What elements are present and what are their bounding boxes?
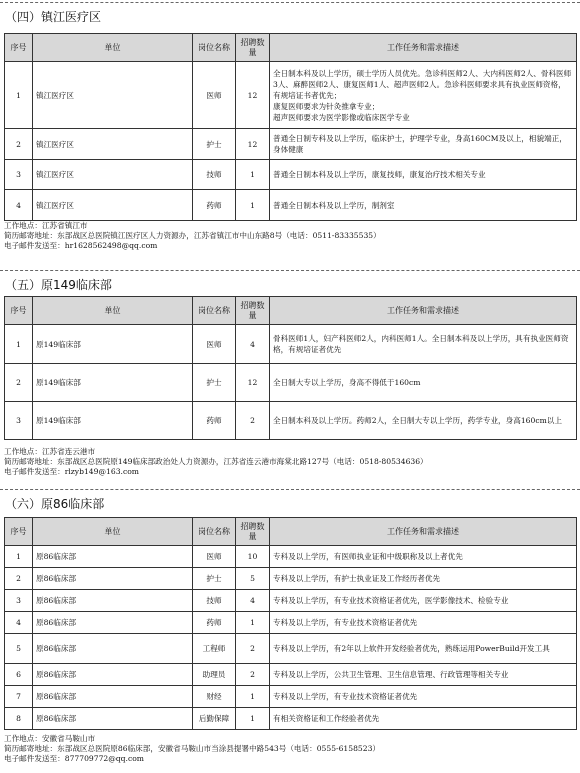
unit-cell: 原86临床部 — [33, 708, 193, 730]
unit-cell: 镇江医疗区 — [33, 129, 193, 160]
row-number: 6 — [5, 664, 33, 686]
contact-info — [4, 221, 576, 251]
desc-cell — [270, 612, 577, 634]
post-cell: 护士 — [193, 568, 236, 590]
header-unit: 单位 — [33, 34, 193, 62]
desc-line: 康复医师要求为针灸推拿专业； — [273, 101, 380, 111]
table-row — [5, 402, 577, 440]
section-title: （五）原149临床部 — [5, 278, 112, 292]
post-cell: 助理员 — [193, 664, 236, 686]
post-cell: 护士 — [193, 129, 236, 160]
count-cell: 10 — [236, 546, 270, 568]
desc-line: 专科及以上学历，有2年以上软件开发经验者优先，熟练运用PowerBuild开发工具 — [273, 644, 550, 653]
count-cell: 5 — [236, 568, 270, 590]
contact-info — [4, 734, 576, 764]
section-title: （四）镇江医疗区 — [5, 10, 102, 24]
desc-cell — [270, 325, 577, 364]
desc-line: 专科及以上学历，有医师执业证和中级职称及以上者优先 — [273, 552, 463, 561]
row-number: 2 — [5, 364, 33, 402]
table-row — [5, 62, 577, 129]
row-number: 3 — [5, 402, 33, 440]
unit-cell: 原86临床部 — [33, 634, 193, 664]
header-unit: 单位 — [33, 518, 193, 546]
row-number: 1 — [5, 546, 33, 568]
mailing-address: 简历邮寄地址：东部战区总医院原149临床部政治处人力资源办，江苏省连云港市海棠北路127号（电话：0518-80534636） — [4, 457, 428, 467]
desc-cell — [270, 590, 577, 612]
desc-cell — [270, 62, 577, 129]
desc-cell — [270, 708, 577, 730]
table-row — [5, 708, 577, 730]
email-address: 电子邮件发送至：877709772@qq.com — [4, 754, 144, 764]
header-no: 序号 — [5, 34, 33, 62]
header-no: 序号 — [5, 297, 33, 325]
table-row — [5, 612, 577, 634]
count-cell: 12 — [236, 62, 270, 129]
count-cell: 4 — [236, 325, 270, 364]
count-cell: 12 — [236, 364, 270, 402]
header-count: 招聘数量 — [236, 297, 270, 325]
desc-line: 专科及以上学历，有专业技术资格证者优先 — [273, 692, 418, 701]
table-row — [5, 325, 577, 364]
count-cell: 2 — [236, 664, 270, 686]
header-desc: 工作任务和需求描述 — [270, 34, 577, 62]
mailing-address: 简历邮寄地址：东部战区总医院原86临床部，安徽省马鞍山市当涂县提署中路543号（电话：0555-6158523） — [4, 744, 381, 754]
row-number: 5 — [5, 634, 33, 664]
header-desc: 工作任务和需求描述 — [270, 297, 577, 325]
table-row — [5, 364, 577, 402]
desc-line: 专科及以上学历，有护士执业证及工作经历者优先 — [273, 574, 441, 583]
desc-cell — [270, 686, 577, 708]
unit-cell: 原149临床部 — [33, 402, 193, 440]
desc-line: 普通全日制专科及以上学历，临床护士，护理学专业，身高160CM及以上，相貌端正，身体健康 — [273, 134, 567, 154]
section-divider — [0, 489, 580, 490]
post-cell: 医师 — [193, 62, 236, 129]
post-cell: 护士 — [193, 364, 236, 402]
desc-line: 普通全日制本科及以上学历，康复技师，康复治疗技术相关专业 — [273, 170, 486, 179]
work-location: 工作地点：安徽省马鞍山市 — [4, 734, 96, 743]
count-cell: 2 — [236, 634, 270, 664]
unit-cell: 原86临床部 — [33, 590, 193, 612]
post-cell: 医师 — [193, 325, 236, 364]
count-cell: 1 — [236, 686, 270, 708]
row-number: 4 — [5, 190, 33, 221]
unit-cell: 原86临床部 — [33, 568, 193, 590]
table-row — [5, 160, 577, 190]
count-cell: 12 — [236, 129, 270, 160]
desc-cell — [270, 129, 577, 160]
row-number: 8 — [5, 708, 33, 730]
row-number: 2 — [5, 129, 33, 160]
header-count: 招聘数量 — [236, 34, 270, 62]
post-cell: 药师 — [193, 190, 236, 221]
count-cell: 2 — [236, 402, 270, 440]
post-cell: 技师 — [193, 590, 236, 612]
header-no: 序号 — [5, 518, 33, 546]
desc-cell — [270, 190, 577, 221]
desc-line: 超声医师要求为医学影像或临床医学专业 — [273, 112, 410, 122]
desc-line: 普通全日制本科及以上学历，制剂室 — [273, 200, 395, 210]
table-row — [5, 634, 577, 664]
desc-line: 骨科医师1人，妇产科医师2人，内科医师1人。全日制本科及以上学历，具有执业医师资格，有规培证者优先 — [273, 334, 569, 354]
section-divider — [0, 2, 580, 3]
post-cell: 药师 — [193, 402, 236, 440]
unit-cell: 原149临床部 — [33, 325, 193, 364]
header-count: 招聘数量 — [236, 518, 270, 546]
post-cell: 医师 — [193, 546, 236, 568]
desc-line: 专科及以上学历，公共卫生管理、卫生信息管理、行政管理等相关专业 — [273, 670, 509, 679]
desc-line: 有相关资格证和工作经验者优先 — [273, 714, 380, 723]
table-row — [5, 546, 577, 568]
unit-cell: 原86临床部 — [33, 546, 193, 568]
unit-cell: 原86临床部 — [33, 664, 193, 686]
desc-cell — [270, 364, 577, 402]
desc-line: 全日制本科及以上学历，硕士学历人员优先。急诊科医师2人、大内科医师2人、骨科医师3人、麻醉医师2人、康复医师1人、超声医师2人。急诊科医师要求具有执业医师资格，有规培证书者优先； — [273, 68, 572, 100]
job-table — [4, 517, 577, 730]
post-cell: 财经 — [193, 686, 236, 708]
post-cell: 后勤保障 — [193, 708, 236, 730]
row-number: 3 — [5, 590, 33, 612]
unit-cell: 原86临床部 — [33, 686, 193, 708]
desc-cell — [270, 546, 577, 568]
row-number: 1 — [5, 62, 33, 129]
post-cell: 技师 — [193, 160, 236, 190]
unit-cell: 镇江医疗区 — [33, 62, 193, 129]
count-cell: 1 — [236, 160, 270, 190]
table-row — [5, 568, 577, 590]
contact-info — [4, 447, 576, 477]
unit-cell: 镇江医疗区 — [33, 160, 193, 190]
desc-line: 全日制大专以上学历，身高不得低于160cm — [273, 378, 421, 387]
count-cell: 1 — [236, 708, 270, 730]
desc-line: 专科及以上学历，有专业技术资格证者优先 — [273, 618, 418, 627]
row-number: 7 — [5, 686, 33, 708]
count-cell: 4 — [236, 590, 270, 612]
desc-cell — [270, 160, 577, 190]
post-cell: 药师 — [193, 612, 236, 634]
count-cell: 1 — [236, 612, 270, 634]
desc-cell — [270, 402, 577, 440]
row-number: 3 — [5, 160, 33, 190]
count-cell: 1 — [236, 190, 270, 221]
table-row — [5, 129, 577, 160]
unit-cell: 原149临床部 — [33, 364, 193, 402]
job-table — [4, 296, 577, 440]
row-number: 2 — [5, 568, 33, 590]
header-post: 岗位名称 — [193, 34, 236, 62]
mailing-address: 简历邮寄地址：东部战区总医院镇江医疗区人力资源办，江苏省镇江市中山东路8号（电话：0511-83335535） — [4, 231, 381, 241]
header-desc: 工作任务和需求描述 — [270, 518, 577, 546]
header-unit: 单位 — [33, 297, 193, 325]
email-address: 电子邮件发送至：rlzyb149@163.com — [4, 467, 139, 477]
header-post: 岗位名称 — [193, 297, 236, 325]
job-table — [4, 33, 577, 221]
section-title: （六）原86临床部 — [5, 497, 105, 511]
work-location: 工作地点：江苏省镇江市 — [4, 221, 88, 230]
email-address: 电子邮件发送至：hr1628562498@qq.com — [4, 241, 158, 251]
section-divider — [0, 270, 580, 271]
desc-line: 专科及以上学历，有专业技术资格证者优先，医学影像技术、检验专业 — [273, 596, 509, 605]
table-row — [5, 590, 577, 612]
desc-cell — [270, 664, 577, 686]
table-row — [5, 686, 577, 708]
desc-cell — [270, 634, 577, 664]
unit-cell: 原86临床部 — [33, 612, 193, 634]
desc-cell — [270, 568, 577, 590]
desc-line: 全日制本科及以上学历。药师2人，全日制大专以上学历，药学专业，身高160cm以上 — [273, 416, 562, 425]
row-number: 4 — [5, 612, 33, 634]
table-row — [5, 664, 577, 686]
unit-cell: 镇江医疗区 — [33, 190, 193, 221]
work-location: 工作地点：江苏省连云港市 — [4, 447, 96, 456]
row-number: 1 — [5, 325, 33, 364]
table-row — [5, 190, 577, 221]
post-cell: 工程师 — [193, 634, 236, 664]
header-post: 岗位名称 — [193, 518, 236, 546]
